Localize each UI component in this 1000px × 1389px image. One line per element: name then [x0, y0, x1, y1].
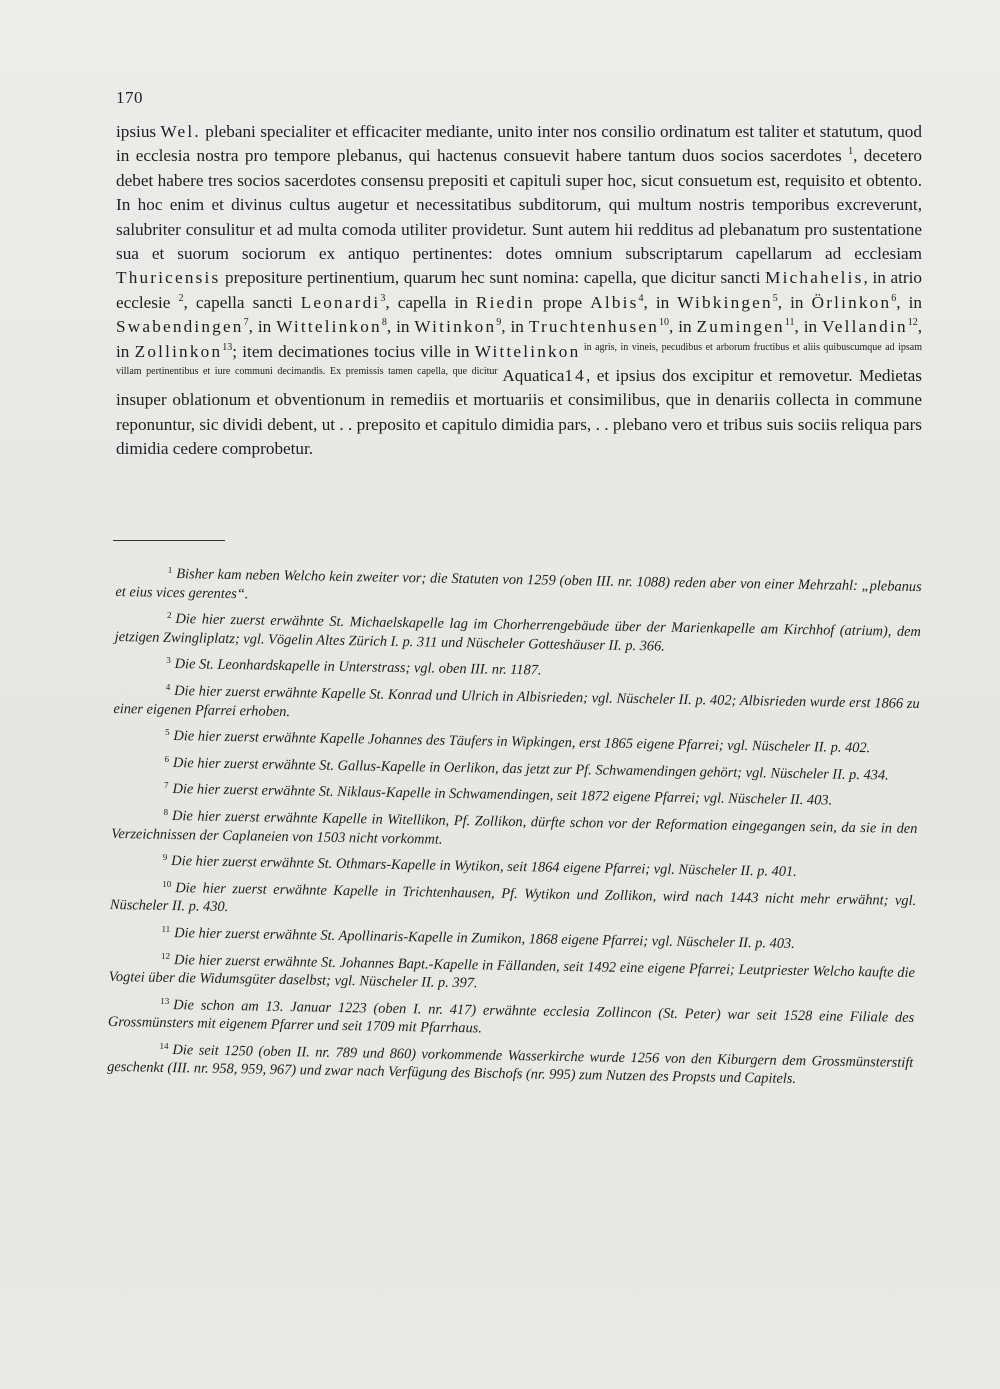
footnote-ref: 6 — [891, 292, 897, 304]
footnote-divider — [113, 540, 225, 541]
text-segment: ; item decimationes tocius ville in — [232, 341, 475, 361]
footnote-text: Die hier zuerst erwähnte Kapelle Johannes des Täufers in Wipkingen, erst 1865 eigene Pfarrei; vgl. Nüscheler II. p. 402. — [173, 728, 871, 757]
footnote-number: 2 — [166, 610, 172, 621]
text-segment: , et ipsius dos excipitur et removetur. Medietas insuper oblationum et obventionum in remediis et mortuariis et consimilibus, que in denariis collecta in commune reponuntur, sic dividi debent, ut . . preposito et capitulo dimidia pars, . . plebano vero et tribus suis sociis reliqua pars dimidia cedere comprobetur. — [116, 366, 922, 459]
footnote-text: Bisher kam neben Welcho kein zweiter vor; die Statuten von 1259 (oben III. nr. 1088) reden aber von einer Mehrzahl: „plebanus et eius vices gerentes“. — [115, 566, 922, 602]
place-name: Riedin — [475, 292, 535, 312]
footnote-number: 12 — [161, 950, 171, 961]
footnote-number: 14 — [159, 1040, 169, 1051]
footnote-ref: 12 — [907, 317, 918, 329]
footnote-ref: 11 — [784, 317, 795, 329]
footnotes — [107, 560, 922, 1095]
text-segment: , in — [116, 317, 923, 361]
text-segment: ipsius — [116, 122, 161, 141]
footnote-ref: 8 — [381, 317, 387, 329]
text-segment: , capella in — [385, 292, 476, 312]
footnote-number: 1 — [167, 564, 173, 575]
footnote-number: 5 — [164, 727, 170, 738]
place-name: Witinkon — [414, 317, 497, 337]
place-name: Wittelinkon — [276, 317, 382, 337]
footnote-text: Die seit 1250 (oben II. nr. 789 und 860) vorkommende Wasserkirche wurde 1256 von den Kiburgern dem Grossmünsterstift geschenkt (III. nr. 958, 959, 967) und zwar nach Verfügung des Bischofs (nr. 995) zum Nutzen des Propsts und Capitels. — [107, 1041, 914, 1088]
footnote-number: 13 — [160, 995, 170, 1006]
footnote-ref: 2 — [178, 292, 184, 304]
footnote-text: Die hier zuerst erwähnte St. Apollinaris-Kapelle in Zumikon, 1868 eigene Pfarrei; vgl. Nüscheler II. p. 403. — [174, 924, 795, 952]
footnote-ref: 9 — [496, 317, 502, 329]
place-name: Swabendingen — [116, 317, 244, 337]
text-segment: , in — [794, 317, 823, 337]
place-name: Wibkingen — [677, 292, 773, 312]
page-number: 170 — [116, 88, 143, 107]
footnote — [107, 1036, 914, 1091]
footnote-text: Die hier zuerst erwähnte St. Niklaus-Kapelle in Schwamendingen, seit 1872 eigene Pfarrei; vgl. Nüscheler II. 403. — [172, 781, 833, 809]
footnote-text: Die hier zuerst erwähnte St. Othmars-Kapelle in Wytikon, seit 1864 eigene Pfarrei; vgl. Nüscheler II. p. 401. — [171, 853, 797, 881]
footnote-text: Die hier zuerst erwähnte Kapelle St. Konrad und Ulrich in Albisrieden; vgl. Nüscheler II. p. 402; Albisrieden wurde erst 1866 zu einer eigenen Pfarrei erhoben. — [113, 683, 920, 720]
footnote-ref: 13 — [222, 341, 233, 353]
place-name: Thuricensis — [116, 268, 221, 288]
text-segment: , decetero debet habere tres socios sacerdotes consensu prepositi et capituli super hoc, sicut consuetum est, requisito et obtento. In hoc enim et divinus cultus augetur et necessitatibus subditorum, qui multum nostris temporibus excreverunt, salubriter consulitur et ad multa comoda utiliter providetur. Sunt autem hii redditus ad plebanatum pro sustentatione sua et suorum sociorum ex antiquo pertinentes: dotes omnium subscriptarum capellarum ad ecclesiam — [116, 146, 922, 264]
footnote-number: 8 — [163, 806, 169, 817]
place-name: Zumingen — [696, 317, 785, 337]
footnote-text: Die hier zuerst erwähnte St. Michaelskapelle lag im Chorherrengebäude über der Marienkapelle am Kirchhof (atrium), dem jetzigen Zwingliplatz; vgl. Vögelin Altes Zürich I. p. 311 und Nüscheler Gotteshäuser II. p. 366. — [114, 611, 922, 655]
footnote-number: 6 — [164, 753, 170, 764]
footnote-number: 3 — [166, 655, 171, 666]
text-segment: Aquatica — [502, 366, 565, 386]
place-name: 14 — [564, 366, 586, 386]
text-segment: , in — [248, 317, 277, 337]
place-name: Örlinkon — [811, 292, 892, 312]
text-segment: prope — [534, 292, 591, 312]
footnote-ref: 7 — [243, 317, 249, 329]
text-segment: , in — [501, 317, 529, 337]
footnote-number: 7 — [163, 780, 169, 791]
text-segment: plebani specialiter et efficaciter mediante, unito inter nos consilio ordinatum est taliter et statutum, quod in ecclesia nostra pro tempore plebanus, qui hactenus consuevit habere tantum duos socios sacerdotes — [116, 122, 922, 166]
footnote-text: Die hier zuerst erwähnte Kapelle in Witellikon, Pf. Zollikon, dürfte schon vor der Reformation eingegangen sein, da sie in den Verzeichnissen der Caplaneien von 1503 nicht vorkommt. — [111, 807, 918, 848]
text-segment: , in — [643, 292, 678, 312]
text-segment: , capella sancti — [183, 292, 301, 312]
text-segment: , in — [386, 317, 415, 337]
place-name: Albis — [590, 292, 639, 312]
footnote-ref: 10 — [659, 317, 669, 329]
text-segment: , in — [777, 292, 812, 312]
footnote-text: Die hier zuerst erwähnte St. Johannes Bapt.-Kapelle in Fällanden, seit 1492 eine eigene Pfarrei; Leutpriester Welcho kaufte die Vogtei über die Widumsgüter daselbst; vgl. Nüscheler II. p. 397. — [108, 951, 916, 992]
place-name: Wittelinkon — [474, 341, 581, 361]
text-segment: , in — [896, 292, 923, 312]
text-segment: , in — [669, 317, 697, 337]
footnote-number: 4 — [165, 681, 171, 692]
footnote-text: Die hier zuerst erwähnte St. Gallus-Kapelle in Oerlikon, das jetzt zur Pf. Schwamendingen gehört; vgl. Nüscheler II. p. 434. — [172, 754, 889, 784]
footnote-number: 9 — [162, 851, 168, 863]
body-paragraph — [116, 120, 922, 462]
place-name: Zollinkon — [134, 341, 223, 361]
place-name: Michahelis — [765, 268, 864, 288]
main-text — [116, 120, 922, 462]
footnote-text: Die St. Leonhardskapelle in Unterstrass; vgl. oben III. nr. 1187. — [174, 656, 542, 679]
text-segment: , in atrio ecclesie — [116, 268, 922, 312]
footnote-text: Die hier zuerst erwähnte Kapelle in Trichtenhausen, Pf. Wytikon und Zollikon, wird nach 1443 nicht mehr erwähnt; vgl. Nüscheler II. p. 430. — [109, 879, 917, 916]
footnote-ref: 5 — [772, 292, 778, 304]
footnote-ref: 3 — [380, 292, 386, 304]
place-name: Vellandin — [822, 317, 908, 337]
footnote-ref: in agris, in vineis, pecudibus et arborum fructibus et aliis quibuscumque ad ipsam villam pertinentibus et iure communi decimandis. Ex premissis tamen capella, que dicitur — [116, 341, 922, 378]
name-welcho: Wel. — [160, 122, 201, 141]
footnote-text: Die schon am 13. Januar 1223 (oben I. nr. 417) erwähnte ecclesia Zollincon (St. Peter) war seit 1528 eine Filiale des Grossmünsters mit eigenem Pfarrer und seit 1709 mit Pfarrhaus. — [107, 996, 915, 1037]
footnote-ref: 4 — [638, 292, 644, 304]
footnote-number: 10 — [162, 878, 172, 889]
place-name: Truchtenhusen — [528, 317, 659, 337]
footnote-ref: 1 — [848, 146, 854, 158]
place-name: Leonardi — [300, 292, 381, 312]
text-segment: prepositure pertinentium, quarum hec sunt nomina: capella, que dicitur sancti — [220, 268, 766, 288]
footnote-number: 11 — [161, 923, 171, 934]
